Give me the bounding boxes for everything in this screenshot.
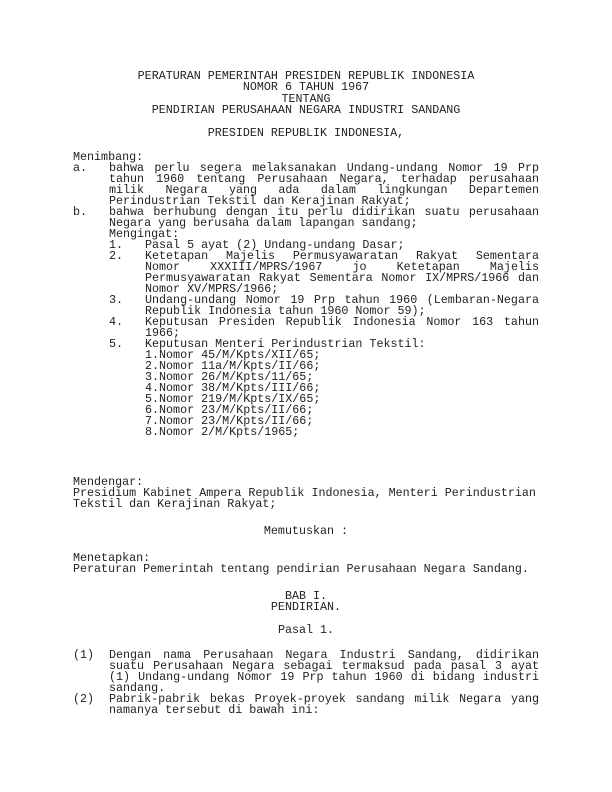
- item-text: [145, 339, 539, 438]
- list-item: [73, 207, 539, 229]
- text-line: Permusyawaratan Rakyat Sementara Nomor IX/MPRS/1966 dan: [145, 271, 539, 285]
- list-item: [73, 650, 539, 694]
- text-line: Negara yang berusaha dalam lapangan sandang;: [109, 216, 418, 230]
- text-line: Keputusan Presiden Republik Indonesia Nomor 163 tahun: [145, 315, 539, 329]
- item-marker: (1): [73, 648, 95, 662]
- text-line: tahun 1960 tentang Perusahaan Negara, terhadap perusahaan: [109, 172, 539, 186]
- item-marker: 3.: [109, 293, 124, 307]
- text-line: (1) Undang-undang Nomor 19 Prp tahun 1960 di bidang industri: [109, 670, 539, 684]
- text-line: 7.Nomor 23/M/Kpts/II/66;: [145, 414, 314, 428]
- item-text: [109, 650, 539, 694]
- text-line: 1.Nomor 45/M/Kpts/XII/65;: [145, 348, 321, 362]
- document-title: [73, 71, 539, 116]
- text-line: Republik Indonesia tahun 1960 Nomor 59);: [145, 304, 426, 318]
- mendengar-section: [73, 477, 539, 510]
- item-marker: 4.: [109, 315, 124, 329]
- menetapkan-label: Menetapkan:: [73, 551, 151, 565]
- text-line: Pabrik-pabrik bekas Proyek-proyek sandang milik Negara yang: [109, 692, 539, 706]
- memutuskan-heading: Memutuskan :: [263, 524, 349, 538]
- text-line: 2.Nomor 11a/M/Kpts/II/66;: [145, 359, 321, 373]
- title-number: NOMOR 6 TAHUN 1967: [242, 80, 370, 95]
- considerations-section: [73, 152, 539, 438]
- mengingat-label: Mengingat:: [109, 227, 180, 241]
- item-text: [145, 251, 539, 295]
- text-line: 4.Nomor 38/M/Kpts/III/66;: [145, 381, 321, 395]
- item-text: [109, 207, 539, 229]
- title-line: PERATURAN PEMERINTAH PRESIDEN REPUBLIK INDONESIA: [137, 69, 475, 83]
- item-marker: 1.: [109, 238, 124, 252]
- text-line: Ketetapan Majelis Permusyawaratan Rakyat Sementara: [145, 249, 539, 263]
- text-line: Undang-undang Nomor 19 Prp tahun 1960 (Lembaran-Negara: [145, 293, 539, 307]
- list-item: [73, 163, 539, 207]
- article-heading: Pasal 1.: [277, 623, 335, 637]
- item-marker: a.: [73, 161, 88, 175]
- text-line: Nomor XXXIII/MPRS/1967 jo Ketetapan Majelis: [145, 260, 539, 274]
- title-subject: PENDIRIAN PERUSAHAAN NEGARA INDUSTRI SANDANG: [151, 102, 461, 117]
- item-marker: 2.: [109, 249, 124, 263]
- text-line: bahwa berhubung dengan itu perlu didirikan suatu perusahaan: [109, 205, 539, 219]
- text-line: 3.Nomor 26/M/Kpts/11/65;: [145, 370, 314, 384]
- item-text: [145, 295, 539, 317]
- chapter-heading: [73, 591, 539, 613]
- item-marker: 5.: [109, 337, 124, 351]
- chapter-subtitle: PENDIRIAN.: [270, 600, 342, 614]
- text-line: Dengan nama Perusahaan Negara Industri Sandang, didirikan: [109, 648, 539, 662]
- item-text: [109, 694, 539, 716]
- text-line: Keputusan Menteri Perindustrian Tekstil:: [145, 337, 426, 351]
- text-line: 5.Nomor 219/M/Kpts/IX/65;: [145, 392, 321, 406]
- text-line: 8.Nomor 2/M/Kpts/1965;: [145, 425, 300, 439]
- text-line: 6.Nomor 23/M/Kpts/II/66;: [145, 403, 314, 417]
- text-line: Perindustrian Tekstil dan Kerajinan Rakyat;: [109, 194, 411, 208]
- list-item: [109, 295, 539, 317]
- menetapkan-section: [73, 553, 539, 575]
- text-line: namanya tersebut di bawah ini:: [109, 703, 320, 717]
- menimbang-list: [73, 163, 539, 229]
- article-1-section: [73, 650, 539, 716]
- text-line: 1966;: [145, 326, 181, 340]
- text-line: milik Negara yang ada dalam lingkungan Departemen: [109, 183, 539, 197]
- text-line: Nomor XV/MPRS/1966;: [145, 282, 279, 296]
- chapter-title: BAB I.: [284, 589, 328, 603]
- mendengar-line: Presidium Kabinet Ampera Republik Indonesia, Menteri Perindustrian: [73, 486, 536, 500]
- list-item: [109, 317, 539, 339]
- menimbang-label: Menimbang:: [73, 150, 144, 164]
- title-tentang: TENTANG: [281, 91, 331, 106]
- mendengar-label: Mendengar:: [73, 475, 144, 489]
- list-item: [73, 694, 539, 716]
- list-item: [109, 339, 539, 438]
- item-text: [109, 163, 539, 207]
- text-line: sandang.: [109, 681, 166, 695]
- mendengar-line: Tekstil dan Kerajinan Rakyat;: [73, 497, 277, 511]
- text-line: suatu Perusahaan Negara sebagai termaksud pada pasal 3 ayat: [109, 659, 539, 673]
- item-text: [145, 317, 539, 339]
- item-marker: (2): [73, 692, 95, 706]
- text-line: Pasal 5 ayat (2) Undang-undang Dasar;: [145, 238, 405, 252]
- text-line: bahwa perlu segera melaksanakan Undang-undang Nomor 19 Prp: [109, 161, 539, 175]
- article-1-list: [73, 650, 539, 716]
- president-heading: PRESIDEN REPUBLIK INDONESIA,: [207, 126, 405, 140]
- mengingat-list: [109, 240, 539, 438]
- list-item: [109, 251, 539, 295]
- item-marker: b.: [73, 205, 88, 219]
- menetapkan-line: Peraturan Pemerintah tentang pendirian Perusahaan Negara Sandang.: [73, 562, 529, 576]
